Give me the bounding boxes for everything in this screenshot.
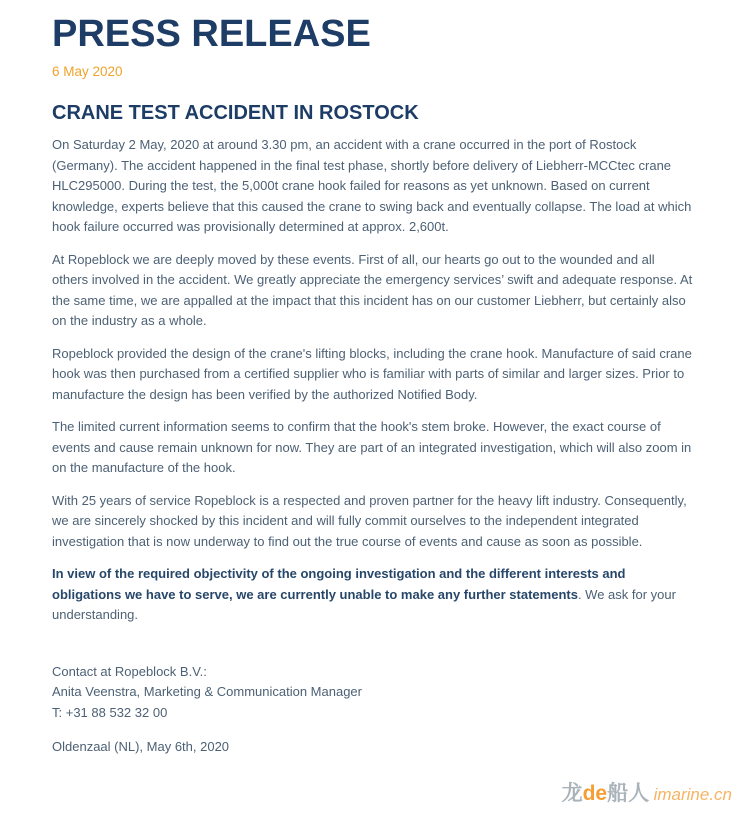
place-date-line: Oldenzaal (NL), May 6th, 2020 xyxy=(52,739,230,754)
body-paragraph-1: On Saturday 2 May, 2020 at around 3.30 pm, an accident with a crane occurred in the port of Rostock (Germany). The accident happened in the final test phase, shortly before delivery of Liebherr-MCCtec crane HLC295000. During the test, the 5,000t crane hook failed for reasons as yet unknown. Based on current knowledge, experts believe that this caused the crane to swing back and eventually collapse. The load at which hook failure occurred was provisionally determined at approx. 2,600t. xyxy=(52,137,692,234)
watermark-cn-char-long: 龙 xyxy=(561,782,583,805)
watermark-cn-de: de xyxy=(582,782,608,805)
body-paragraph-3: Ropeblock provided the design of the crane's lifting blocks, including the crane hook. Manufacture of said crane hook was then purchased from a certified supplier who is familiar with parts of similar and larger sizes. Prior to manufacture the design has been verified by the authorized Notified Body. xyxy=(52,345,692,402)
contact-block xyxy=(52,662,694,724)
press-release-page xyxy=(52,12,694,758)
statement-bold-text: In view of the required objectivity of the ongoing investigation and the different interests and obligations we have to serve, we are currently unable to make any further statements xyxy=(52,566,626,602)
statement-regular-text: . We ask for your understanding. xyxy=(52,586,676,622)
contact-phone: T: +31 88 532 32 00 xyxy=(52,704,168,720)
release-date: 6 May 2020 xyxy=(52,64,123,79)
body-paragraph-4: The limited current information seems to confirm that the hook's stem broke. However, the exact course of events and cause remain unknown for now. They are part of an integrated investigation, which will also zoom in on the manufacture of the hook. xyxy=(52,419,692,475)
body-paragraph-2: At Ropeblock we are deeply moved by these events. First of all, our hearts go out to the wounded and all others involved in the accident. We greatly appreciate the emergency services’ swift and adequate response. At the same time, we are appalled at the impact that this incident has on our customer Liebherr, but certainly also on the industry as a whole. xyxy=(52,251,693,328)
article-heading: CRANE TEST ACCIDENT IN ROSTOCK xyxy=(52,102,419,124)
body-paragraph-5: With 25 years of service Ropeblock is a respected and proven partner for the heavy lift industry. Consequently, we are sincerely shocked by this incident and will fully commit ourselves to the independent integrated investigation that is now underway to find out the true course of events and cause as soon as possible. xyxy=(52,492,687,549)
article-body xyxy=(52,135,694,626)
imarine-watermark-logo xyxy=(562,782,732,808)
statement-paragraph xyxy=(52,564,694,626)
page-title: PRESS RELEASE xyxy=(52,13,371,55)
contact-intro: Contact at Ropeblock B.V.: xyxy=(52,663,207,679)
watermark-cn-chars-boatman: 船人 xyxy=(607,782,650,805)
contact-person: Anita Veenstra, Marketing & Communication Manager xyxy=(52,684,362,699)
watermark-site-text: imarine.cn xyxy=(653,785,732,804)
